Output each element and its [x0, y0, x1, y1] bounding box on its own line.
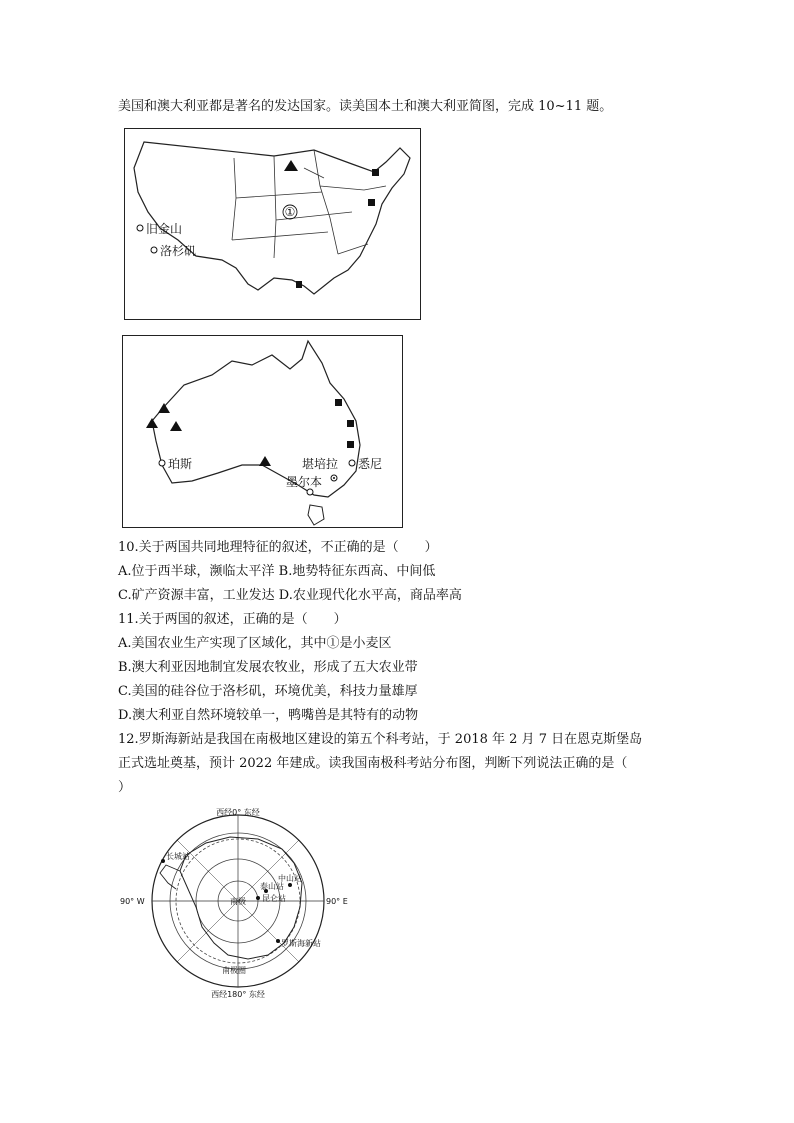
- label-90e: 90° E: [326, 897, 348, 906]
- q11-option-d: D.澳大利亚自然环境较单一，鸭嘴兽是其特有的动物: [118, 708, 419, 723]
- q11-option-c: C.美国的硅谷位于洛杉矶，环境优美，科技力量雄厚: [118, 684, 418, 699]
- station-changcheng: 长城站: [166, 852, 190, 861]
- label-bottom-meridian: 西经180° 东经: [211, 990, 265, 999]
- q10-options-ab: A.位于西半球，濒临太平洋 B.地势特征东西高、中间低: [118, 564, 436, 579]
- city-los-angeles: 洛杉矶: [160, 244, 197, 258]
- label-antarctic-circle: 南极圈: [222, 966, 246, 975]
- usa-map: [124, 128, 421, 320]
- q12-line1: 12.罗斯海新站是我国在南极地区建设的第五个科考站，于 2018 年 2 月 7 日在恩克斯堡岛: [118, 732, 643, 747]
- city-melbourne: 墨尔本: [286, 475, 323, 489]
- q12-line2: 正式选址奠基，预计 2022 年建成。读我国南极科考站分布图，判断下列说法正确的是（: [118, 756, 628, 771]
- city-san-francisco: 旧金山: [146, 222, 183, 236]
- station-ross-sea-new: 罗斯海新站: [281, 939, 321, 948]
- australia-map: [122, 335, 403, 528]
- q11-option-a: A.美国农业生产实现了区域化，其中①是小麦区: [118, 636, 392, 651]
- station-zhongshan: 中山站: [278, 874, 302, 883]
- q10-options-cd: C.矿产资源丰富，工业发达 D.农业现代化水平高，商品率高: [118, 588, 462, 603]
- label-top-meridian: 西经0° 东经: [216, 808, 260, 817]
- station-taishan: 泰山站: [260, 882, 284, 891]
- intro-text: 美国和澳大利亚都是著名的发达国家。读美国本土和澳大利亚简图，完成 10~11 题。: [118, 99, 613, 114]
- q11-stem: 11.关于两国的叙述，正确的是（ ）: [118, 612, 347, 627]
- city-canberra: 堪培拉: [302, 457, 339, 471]
- city-perth: 珀斯: [168, 457, 193, 471]
- station-kunlun: 昆仑站: [262, 894, 286, 903]
- antarctic-map: [118, 803, 358, 1001]
- region-marker-1: ①: [284, 205, 296, 219]
- label-south-pole: 南极: [230, 897, 246, 906]
- q11-option-b: B.澳大利亚因地制宜发展农牧业，形成了五大农业带: [118, 660, 418, 675]
- q10-stem: 10.关于两国共同地理特征的叙述，不正确的是（ ）: [118, 540, 438, 555]
- q12-line3: ）: [118, 780, 132, 795]
- label-90w: 90° W: [120, 897, 145, 906]
- city-sydney: 悉尼: [358, 457, 383, 471]
